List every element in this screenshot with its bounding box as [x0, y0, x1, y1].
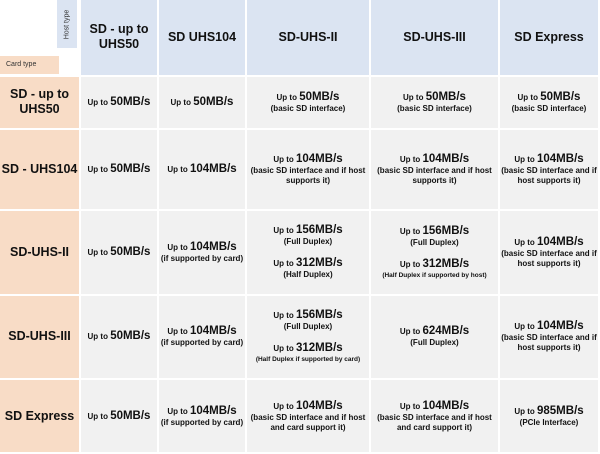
speed-note: (Half Duplex if supported by host)	[382, 271, 487, 279]
speed-line	[159, 241, 245, 254]
speed-value: 624MB/s	[422, 325, 470, 338]
speed-prefix: Up to	[273, 154, 294, 164]
speed-line	[500, 153, 598, 166]
speed-value: 156MB/s	[422, 224, 470, 237]
table-row	[0, 380, 600, 454]
speed-cell	[500, 77, 600, 130]
speed-line	[81, 163, 157, 176]
speed-cell	[500, 296, 600, 381]
speed-note: (basic SD interface and if host and card support it)	[377, 412, 492, 432]
speed-prefix: Up to	[273, 311, 294, 321]
speed-prefix: Up to	[399, 154, 421, 164]
speed-line	[371, 91, 498, 104]
speed-line	[371, 225, 498, 238]
speed-note: (Half Duplex)	[283, 270, 333, 280]
speed-line	[500, 405, 598, 418]
speed-line	[81, 96, 157, 109]
speed-note: (basic SD interface and if host supports it)	[377, 165, 492, 185]
speed-note: (basic SD interface)	[270, 103, 346, 113]
header-row	[0, 0, 600, 77]
speed-line	[247, 342, 369, 355]
speed-cell	[81, 380, 159, 454]
speed-line	[247, 224, 369, 237]
speed-note: (basic SD interface and if host supports it)	[501, 248, 597, 268]
speed-cell	[247, 77, 371, 130]
speed-prefix: Up to	[399, 259, 421, 269]
speed-note: (PCIe Interface)	[519, 417, 579, 427]
speed-value: 104MB/s	[537, 320, 584, 333]
speed-note: (if supported by card)	[160, 338, 244, 348]
speed-cell	[159, 380, 247, 454]
speed-value: 156MB/s	[296, 309, 343, 322]
speed-prefix: Up to	[514, 154, 535, 164]
speed-cell	[159, 296, 247, 381]
speed-note: (Full Duplex)	[283, 322, 333, 332]
speed-prefix: Up to	[167, 242, 188, 252]
speed-value: 104MB/s	[190, 404, 237, 417]
speed-value: 50MB/s	[540, 90, 581, 103]
speed-prefix: Up to	[399, 401, 421, 411]
row-header: SD Express	[0, 380, 81, 454]
speed-value: 104MB/s	[190, 325, 237, 338]
speed-cell	[371, 296, 500, 381]
speed-prefix: Up to	[273, 401, 294, 411]
speed-value: 50MB/s	[110, 245, 151, 258]
speed-prefix: Up to	[403, 92, 424, 102]
speed-note: (Full Duplex)	[410, 338, 459, 348]
speed-prefix: Up to	[514, 237, 535, 247]
speed-prefix: Up to	[514, 406, 535, 416]
speed-value: 156MB/s	[296, 224, 343, 237]
speed-cell	[500, 130, 600, 211]
speed-value: 50MB/s	[110, 95, 151, 108]
speed-line	[247, 400, 369, 413]
host-type-label: Host type	[63, 9, 71, 39]
speed-value: 104MB/s	[190, 240, 237, 253]
column-header-sd-uhs-ii: SD-UHS-II	[247, 0, 371, 77]
speed-prefix: Up to	[273, 226, 294, 236]
speed-cell	[371, 130, 500, 211]
speed-cell	[247, 380, 371, 454]
speed-cell	[81, 77, 159, 130]
speed-note: (basic SD interface)	[511, 103, 587, 113]
speed-value: 50MB/s	[425, 90, 466, 103]
speed-line	[500, 236, 598, 249]
table-row	[0, 296, 600, 381]
speed-note: (if supported by card)	[160, 417, 244, 427]
table-row	[0, 77, 600, 130]
speed-line	[81, 246, 157, 259]
speed-cell	[81, 211, 159, 296]
speed-note: (basic SD interface and if host supports it)	[501, 333, 597, 353]
speed-line	[500, 320, 598, 333]
speed-value: 50MB/s	[193, 95, 234, 108]
corner-cell	[0, 0, 81, 77]
matrix-body	[0, 77, 600, 454]
speed-line	[247, 91, 369, 104]
speed-prefix: Up to	[167, 406, 188, 416]
speed-value: 50MB/s	[299, 90, 340, 103]
speed-line	[159, 96, 245, 109]
speed-prefix: Up to	[170, 97, 191, 107]
card-type-label: Card type	[0, 56, 59, 74]
host-type-label-box	[57, 0, 77, 48]
speed-line	[81, 410, 157, 423]
speed-cell	[247, 211, 371, 296]
speed-line	[159, 405, 245, 418]
speed-cell	[247, 130, 371, 211]
speed-cell	[81, 130, 159, 211]
speed-cell	[159, 211, 247, 296]
row-header: SD - up to UHS50	[0, 77, 81, 130]
speed-prefix: Up to	[87, 247, 108, 257]
speed-value: 312MB/s	[422, 257, 470, 270]
speed-line	[247, 257, 369, 270]
column-header-sd-uhs50: SD - up to UHS50	[81, 0, 159, 77]
speed-line	[371, 258, 498, 271]
speed-prefix: Up to	[273, 344, 294, 354]
speed-prefix: Up to	[87, 332, 108, 342]
speed-value: 104MB/s	[190, 162, 237, 175]
speed-line	[371, 325, 498, 338]
speed-prefix: Up to	[87, 411, 108, 421]
row-header: SD-UHS-III	[0, 296, 81, 381]
speed-prefix: Up to	[517, 92, 538, 102]
speed-line	[500, 91, 598, 104]
speed-prefix: Up to	[276, 92, 297, 102]
speed-value: 50MB/s	[110, 330, 151, 343]
table-row	[0, 130, 600, 211]
speed-value: 312MB/s	[296, 342, 343, 355]
speed-value: 104MB/s	[537, 235, 584, 248]
speed-value: 104MB/s	[537, 152, 584, 165]
speed-value: 50MB/s	[110, 409, 151, 422]
speed-note: (Half Duplex if supported by card)	[255, 356, 361, 364]
speed-prefix: Up to	[399, 327, 421, 337]
speed-line	[247, 309, 369, 322]
speed-cell	[500, 211, 600, 296]
speed-note: (basic SD interface and if host supports it)	[250, 165, 366, 185]
speed-value: 104MB/s	[296, 399, 343, 412]
speed-line	[159, 325, 245, 338]
column-header-sd-uhs104: SD UHS104	[159, 0, 247, 77]
speed-value: 104MB/s	[422, 399, 470, 412]
speed-value: 104MB/s	[296, 152, 343, 165]
spacer	[247, 332, 369, 342]
speed-prefix: Up to	[87, 164, 108, 174]
speed-cell	[159, 130, 247, 211]
spacer	[371, 248, 498, 258]
row-header: SD-UHS-II	[0, 211, 81, 296]
speed-cell	[500, 380, 600, 454]
speed-note: (basic SD interface and if host and card support it)	[250, 412, 366, 432]
speed-note: (Full Duplex)	[283, 237, 333, 247]
speed-prefix: Up to	[167, 327, 188, 337]
speed-note: (basic SD interface and if host supports it)	[501, 165, 597, 185]
speed-value: 104MB/s	[422, 152, 470, 165]
speed-cell	[371, 77, 500, 130]
speed-value: 50MB/s	[110, 162, 151, 175]
speed-cell	[81, 296, 159, 381]
speed-note: (Full Duplex)	[410, 237, 459, 247]
speed-prefix: Up to	[273, 259, 294, 269]
speed-prefix: Up to	[87, 97, 108, 107]
speed-line	[371, 400, 498, 413]
speed-note: (basic SD interface)	[397, 103, 472, 113]
table-row	[0, 211, 600, 296]
speed-line	[159, 163, 245, 176]
speed-prefix: Up to	[514, 322, 535, 332]
speed-line	[247, 153, 369, 166]
speed-value: 312MB/s	[296, 257, 343, 270]
speed-value: 985MB/s	[537, 404, 584, 417]
speed-cell	[159, 77, 247, 130]
speed-cell	[247, 296, 371, 381]
column-header-sd-express: SD Express	[500, 0, 600, 77]
spacer	[247, 247, 369, 257]
speed-prefix: Up to	[399, 226, 421, 236]
speed-line	[81, 330, 157, 343]
speed-note: (if supported by card)	[160, 253, 244, 263]
speed-cell	[371, 380, 500, 454]
column-header-sd-uhs-iii: SD-UHS-III	[371, 0, 500, 77]
speed-line	[371, 153, 498, 166]
row-header: SD - UHS104	[0, 130, 81, 211]
speed-prefix: Up to	[167, 164, 188, 174]
speed-cell	[371, 211, 500, 296]
